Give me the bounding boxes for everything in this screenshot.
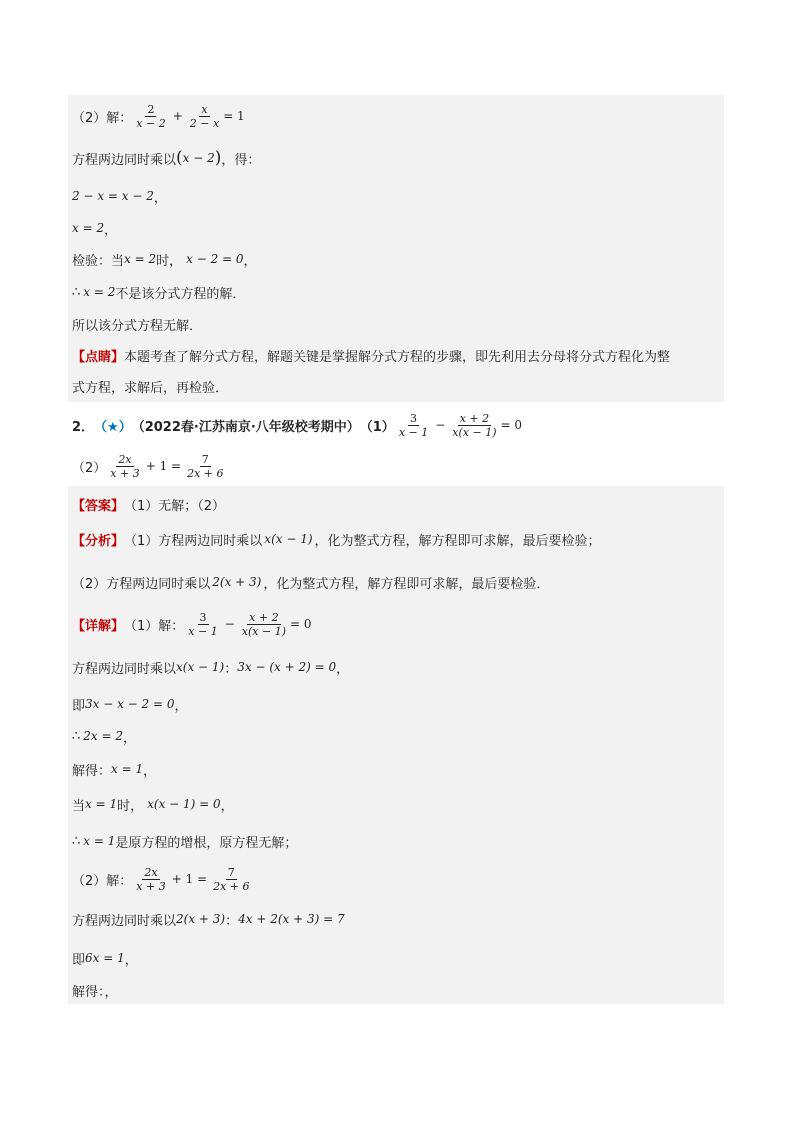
- answer-line: [72, 493, 722, 515]
- analysis-line-1: [72, 527, 722, 551]
- fraction-denominator: x − 2: [136, 116, 166, 130]
- fraction-denominator: x + 3: [136, 879, 166, 893]
- analysis-text: （2）方程两边同时乘以: [72, 576, 211, 592]
- step-tail: ，: [220, 798, 234, 814]
- analysis-text: ，化为整式方程，解方程即可求解，最后要检验；: [314, 533, 601, 549]
- equation: 3x − x − 2 = 0: [85, 697, 175, 711]
- comment-line-2: [72, 374, 722, 398]
- step-text: 方程两边同时乘以: [72, 661, 177, 677]
- step-tail: ，: [153, 190, 167, 206]
- sol1-therefore: [72, 281, 722, 303]
- step-tail: ，: [124, 952, 138, 968]
- equation: 2x = 2: [83, 729, 124, 743]
- comment-tag: 【点睛】: [72, 349, 125, 365]
- fraction-numerator: x + 2: [249, 610, 279, 624]
- detail-line-1: [72, 606, 722, 642]
- factor: 2(x + 3): [176, 912, 226, 926]
- equation: 6x = 1: [85, 951, 125, 965]
- detail-step-6: [72, 830, 722, 852]
- equation: x = 2: [124, 252, 157, 266]
- answer-tag: 【答案】: [72, 498, 125, 514]
- equation: 3x − (x + 2) = 0: [237, 660, 337, 674]
- fraction-denominator: x(x − 1): [452, 425, 497, 439]
- step-tail: ，: [174, 698, 188, 714]
- fraction-denominator: x + 3: [110, 466, 140, 480]
- therefore-symbol: ∴: [72, 833, 81, 849]
- equation: $\frac{3}{x - 1}$ − $\frac{x + 2}{x(x - 1)}$ = 0: [398, 411, 523, 439]
- part-label: （2）解：: [72, 873, 133, 889]
- equation: x(x − 1) = 0: [147, 797, 221, 811]
- equation: [132, 866, 253, 893]
- equation-op: + 1 =: [171, 872, 208, 886]
- detail-step-3: [72, 725, 722, 747]
- step-text: 即: [72, 952, 86, 968]
- step-text: 时，: [156, 253, 183, 269]
- fraction-denominator: 2x + 6: [213, 879, 250, 893]
- step-text: 检验：当: [72, 253, 125, 269]
- detail-step-1: [72, 655, 722, 679]
- equation-rhs: = 1: [223, 109, 245, 123]
- sol1-step1: 方程两边同时乘以 ( x − 2 ) ，得：: [72, 147, 261, 168]
- part-label: （1）解：: [124, 618, 185, 634]
- step-text: 解得：，: [72, 984, 118, 1000]
- detail-step-4: [72, 758, 722, 780]
- fraction-denominator: 2 − x: [189, 116, 220, 130]
- equation-op: + 1 =: [145, 459, 182, 473]
- sol1-conclusion: [72, 313, 722, 335]
- step-text: 方程两边同时乘以: [72, 913, 177, 929]
- analysis-line-2: [72, 570, 722, 594]
- fraction-numerator: 7: [201, 452, 209, 466]
- equation-rhs: = 0: [500, 418, 523, 432]
- step-text: ：: [224, 661, 238, 677]
- comment-line-1: [72, 343, 722, 367]
- factor: x(x − 1): [176, 660, 225, 674]
- equation: [106, 453, 227, 480]
- step-text: 是原方程的增根，原方程无解；: [115, 835, 298, 851]
- analysis-text: ，化为整式方程，解方程即可求解，最后要检验．: [263, 576, 550, 592]
- fraction-numerator: 2x: [144, 865, 158, 879]
- analysis-tag: 【分析】: [72, 533, 125, 549]
- equation: x − 2 = 0: [186, 252, 244, 266]
- therefore-symbol: ∴: [72, 284, 81, 300]
- equation: x = 1: [111, 762, 144, 776]
- problem-number: 2．: [72, 419, 95, 435]
- sol1-step2: [72, 185, 722, 207]
- step-text: 解得：: [72, 763, 112, 779]
- equation: x = 1: [83, 834, 116, 848]
- step-text: 即: [72, 698, 86, 714]
- equation: x = 2: [83, 285, 116, 299]
- detail-tag: 【详解】: [72, 618, 125, 634]
- step-tail: ，: [143, 763, 157, 779]
- answer-text: （1）无解；（2）: [124, 498, 226, 514]
- sol1-part2-line: [72, 99, 722, 133]
- part-label: （2）: [72, 460, 107, 476]
- fraction-numerator: 3: [199, 610, 207, 624]
- therefore-symbol: ∴: [72, 728, 81, 744]
- step-text: 时，: [117, 798, 144, 814]
- step-text: 当: [72, 798, 86, 814]
- fraction-numerator: 2x: [118, 452, 132, 466]
- analysis-text: （1）方程两边同时乘以: [124, 533, 263, 549]
- equation: x = 2: [72, 221, 105, 235]
- detail-step-2: [72, 693, 722, 715]
- equation: x = 1: [85, 797, 118, 811]
- sol1-check: [72, 248, 722, 270]
- equation: $\frac{2}{x - 2}$ + $\frac{x}{2 - x}$ = 1: [136, 102, 245, 130]
- detail-t1: [72, 907, 722, 931]
- step-tail: ，: [123, 730, 137, 746]
- equation: 2 − x = x − 2: [72, 189, 154, 203]
- equation: $\frac{3}{x - 1}$ − $\frac{x + 2}{x(x - 1)}$ = 0: [188, 610, 312, 638]
- fraction-denominator: 2x + 6: [187, 466, 224, 480]
- detail-part2: [72, 861, 722, 897]
- step-text: 方程两边同时乘以: [72, 152, 177, 168]
- step-tail: ，: [104, 222, 118, 238]
- fraction-numerator: 7: [227, 865, 235, 879]
- step-text: 所以该分式方程无解．: [72, 318, 203, 334]
- comment-text: 式方程，求解后，再检验．: [72, 380, 229, 396]
- equation: 4x + 2(x + 3) = 7: [238, 912, 345, 926]
- factor: 2(x + 3): [212, 575, 262, 589]
- fraction-numerator: x: [201, 102, 208, 116]
- detail-t2: [72, 947, 722, 969]
- problem-2-part2: [72, 448, 722, 484]
- factor: x − 2: [182, 151, 215, 165]
- problem-2-header: [72, 407, 722, 443]
- fraction-denominator: x − 1: [188, 624, 218, 638]
- problem-source: （2022春·江苏南京·八年级校考期中）: [131, 419, 360, 435]
- step-text: 不是该分式方程的解．: [115, 286, 246, 302]
- fraction-numerator: 3: [410, 411, 418, 425]
- fraction-denominator: x − 1: [398, 425, 429, 439]
- fraction-numerator: x + 2: [459, 411, 490, 425]
- star-icon: （★）: [94, 419, 132, 435]
- part-label: （1）: [359, 419, 395, 435]
- factor: x(x − 1): [264, 532, 313, 546]
- step-tail: ，得：: [221, 152, 261, 168]
- part-label: （2）解：: [72, 110, 133, 126]
- comment-text: 本题考查了解分式方程，解题关键是掌握解分式方程的步骤，即先利用去分母将分式方程化为整: [124, 349, 671, 365]
- step-text: ：: [225, 913, 239, 929]
- sol1-step3: [72, 217, 722, 239]
- equation-rhs: = 0: [289, 617, 312, 631]
- fraction-denominator: x(x − 1): [241, 624, 286, 638]
- step-tail: ，: [336, 661, 350, 677]
- fraction-numerator: 2: [147, 102, 155, 116]
- detail-t3: [72, 979, 722, 1001]
- detail-step-5: [72, 792, 722, 816]
- step-tail: ，: [243, 253, 257, 269]
